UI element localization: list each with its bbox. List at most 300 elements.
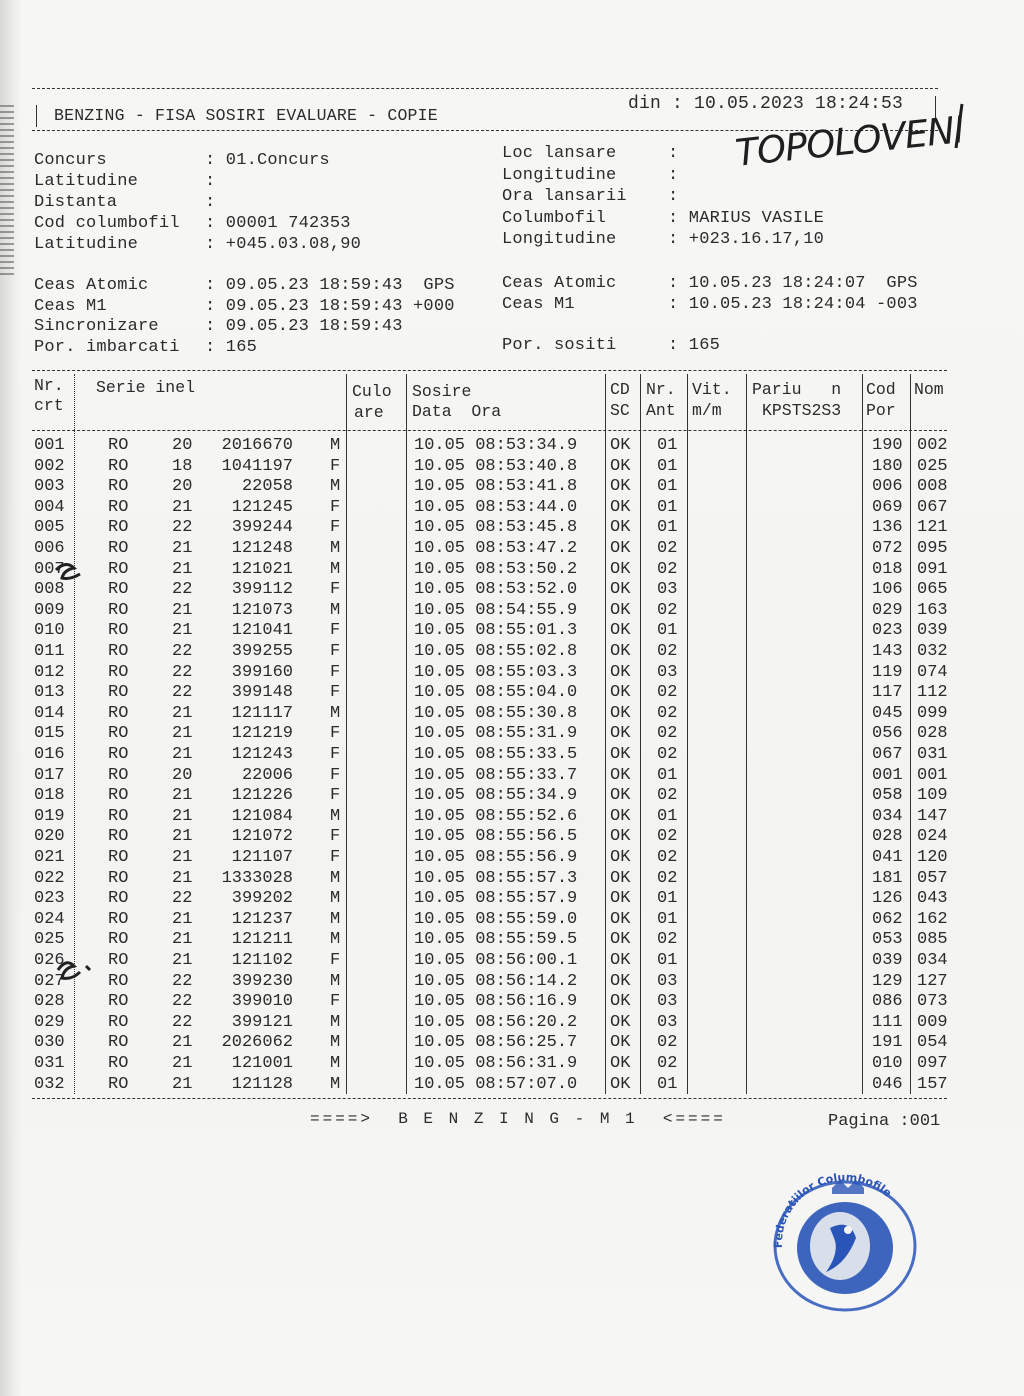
cod-por: 058 — [872, 786, 903, 806]
ring-year: 22 — [172, 580, 193, 600]
status-cd: OK — [610, 539, 631, 558]
status-cd: OK — [610, 806, 631, 826]
table-row — [0, 663, 1024, 684]
row-nr: 025 — [34, 930, 65, 950]
arrival-datetime: 10.05 08:53:44.0 — [414, 497, 578, 517]
ring-country: RO — [108, 992, 129, 1012]
table-row — [0, 889, 1024, 910]
status-cd: OK — [610, 724, 631, 744]
arrival-datetime: 10.05 08:55:57.3 — [414, 868, 578, 888]
table-row — [0, 621, 1024, 642]
ring-country: RO — [108, 662, 129, 682]
ring-number: 121117 — [231, 703, 293, 723]
ring-year: 20 — [172, 765, 193, 785]
ring-number: 22006 — [241, 765, 293, 785]
antenna-nr: 02 — [657, 683, 678, 703]
nom: 001 — [917, 765, 948, 785]
cod-por: 181 — [872, 868, 903, 888]
antenna-nr: 01 — [657, 436, 678, 455]
row-nr: 012 — [34, 662, 65, 682]
ring-year: 21 — [172, 1074, 193, 1094]
ring-year: 20 — [172, 477, 193, 497]
cod-por: 045 — [872, 703, 903, 723]
info-value: : — [668, 144, 679, 163]
ring-number: 121211 — [231, 930, 293, 950]
ring-country: RO — [108, 930, 129, 950]
table-row — [0, 1075, 1024, 1096]
nom: 121 — [917, 518, 948, 538]
pen-scribble-icon — [52, 560, 86, 588]
sex: M — [330, 703, 341, 723]
ring-country: RO — [108, 600, 129, 620]
antenna-nr: 03 — [657, 971, 678, 991]
table-row — [0, 992, 1024, 1013]
row-nr: 008 — [34, 580, 65, 600]
info-label: Ora lansarii — [502, 187, 627, 206]
sex: F — [330, 621, 341, 641]
row-nr: 020 — [34, 827, 65, 847]
ring-number: 121237 — [231, 909, 293, 929]
cod-por: 041 — [872, 848, 903, 867]
antenna-nr: 02 — [657, 1033, 678, 1053]
ring-country: RO — [108, 621, 129, 641]
status-cd: OK — [610, 436, 631, 455]
arrival-datetime: 10.05 08:53:40.8 — [414, 456, 578, 476]
table-row — [0, 704, 1024, 725]
cod-por: 053 — [872, 930, 903, 950]
row-nr: 010 — [34, 621, 65, 641]
row-nr: 018 — [34, 786, 65, 806]
antenna-nr: 01 — [657, 1074, 678, 1094]
ring-year: 21 — [172, 868, 193, 888]
ring-year: 22 — [172, 992, 193, 1012]
cod-por: 023 — [872, 621, 903, 641]
ring-number: 121072 — [231, 827, 293, 847]
cod-por: 136 — [872, 518, 903, 538]
cod-por: 006 — [872, 477, 903, 497]
sex: M — [330, 930, 341, 950]
status-cd: OK — [610, 456, 631, 476]
ring-year: 22 — [172, 1012, 193, 1032]
row-nr: 024 — [34, 909, 65, 929]
table-top-border — [32, 370, 947, 371]
sex: M — [330, 868, 341, 888]
cod-por: 029 — [872, 600, 903, 620]
ring-number: 121226 — [231, 786, 293, 806]
info-value: : 10.05.23 18:24:04 -003 — [668, 294, 918, 314]
ring-number: 121041 — [231, 621, 293, 641]
ring-number: 121248 — [231, 539, 293, 558]
ring-country: RO — [108, 1012, 129, 1032]
header-data-ora: Data Ora — [412, 402, 502, 421]
ring-year: 21 — [172, 1033, 193, 1053]
antenna-nr: 01 — [657, 497, 678, 517]
ring-country: RO — [108, 765, 129, 785]
antenna-nr: 02 — [657, 703, 678, 723]
table-row — [0, 930, 1024, 951]
row-nr: 026 — [34, 951, 65, 970]
ring-year: 21 — [172, 703, 193, 723]
ring-number: 399148 — [231, 683, 293, 703]
ring-country: RO — [108, 786, 129, 806]
nom: 095 — [917, 539, 948, 558]
ring-country: RO — [108, 518, 129, 538]
row-nr: 032 — [34, 1074, 65, 1094]
status-cd: OK — [610, 1012, 631, 1032]
arrival-datetime: 10.05 08:53:47.2 — [414, 539, 578, 558]
footer-banner: ====> B E N Z I N G - M 1 <==== — [310, 1110, 726, 1128]
status-cd: OK — [610, 909, 631, 929]
arrival-datetime: 10.05 08:55:34.9 — [414, 786, 578, 806]
cod-por: 072 — [872, 539, 903, 558]
nom: 024 — [917, 827, 948, 847]
nom: 067 — [917, 497, 948, 517]
arrival-datetime: 10.05 08:55:30.8 — [414, 703, 578, 723]
row-nr: 015 — [34, 724, 65, 744]
status-cd: OK — [610, 868, 631, 888]
antenna-nr: 02 — [657, 848, 678, 867]
nom: 043 — [917, 889, 948, 909]
info-value: : +045.03.08,90 — [205, 235, 362, 254]
federation-stamp-icon — [760, 1168, 930, 1318]
ring-year: 21 — [172, 745, 193, 764]
header-kpsts: KPSTS2S3 — [762, 401, 842, 420]
status-cd: OK — [610, 1054, 631, 1073]
row-nr: 029 — [34, 1012, 65, 1032]
status-cd: OK — [610, 1074, 631, 1094]
row-nr: 003 — [34, 477, 65, 497]
table-row — [0, 724, 1024, 745]
ring-year: 21 — [172, 827, 193, 847]
sex: M — [330, 909, 341, 929]
arrival-datetime: 10.05 08:53:34.9 — [414, 436, 578, 455]
arrival-datetime: 10.05 08:55:33.7 — [414, 765, 578, 785]
table-row — [0, 457, 1024, 478]
antenna-nr: 01 — [657, 518, 678, 538]
arrival-datetime: 10.05 08:56:14.2 — [414, 971, 578, 991]
perforation-marks — [0, 105, 14, 275]
nom: 025 — [917, 456, 948, 476]
nom: 091 — [917, 559, 948, 579]
status-cd: OK — [610, 642, 631, 661]
sex: F — [330, 951, 341, 970]
header-culoare: Culo — [352, 382, 392, 401]
antenna-nr: 02 — [657, 600, 678, 620]
sex: M — [330, 889, 341, 909]
info-value: : 00001 742353 — [205, 214, 351, 233]
arrival-datetime: 10.05 08:55:01.3 — [414, 621, 578, 641]
cod-por: 046 — [872, 1074, 903, 1094]
status-cd: OK — [610, 765, 631, 785]
arrival-datetime: 10.05 08:55:52.6 — [414, 806, 578, 826]
info-label: Ceas Atomic — [34, 276, 149, 295]
ring-year: 21 — [172, 930, 193, 950]
ring-country: RO — [108, 848, 129, 867]
info-value: : MARIUS VASILE — [668, 208, 825, 228]
ring-country: RO — [108, 477, 129, 497]
info-label: Concurs — [34, 151, 107, 170]
ring-number: 399010 — [231, 992, 293, 1012]
antenna-nr: 02 — [657, 745, 678, 764]
ring-number: 121128 — [231, 1074, 293, 1094]
ring-number: 399255 — [231, 642, 293, 661]
sex: M — [330, 1012, 341, 1032]
ring-country: RO — [108, 456, 129, 476]
ring-year: 21 — [172, 539, 193, 558]
arrival-datetime: 10.05 08:55:57.9 — [414, 889, 578, 909]
cod-por: 067 — [872, 745, 903, 764]
antenna-nr: 01 — [657, 477, 678, 497]
antenna-nr: 02 — [657, 827, 678, 847]
arrival-datetime: 10.05 08:56:31.9 — [414, 1054, 578, 1073]
arrival-datetime: 10.05 08:57:07.0 — [414, 1074, 578, 1094]
row-nr: 004 — [34, 497, 65, 517]
status-cd: OK — [610, 745, 631, 764]
cod-por: 117 — [872, 683, 903, 703]
sex: M — [330, 1074, 341, 1094]
sex: M — [330, 539, 341, 558]
ring-year: 21 — [172, 1054, 193, 1073]
info-value: : — [205, 193, 216, 212]
ring-country: RO — [108, 1054, 129, 1073]
ring-year: 21 — [172, 559, 193, 579]
cod-por: 143 — [872, 642, 903, 661]
ring-year: 21 — [172, 724, 193, 744]
sex: F — [330, 827, 341, 847]
ring-year: 22 — [172, 889, 193, 909]
header-por: Por — [866, 401, 896, 420]
ring-number: 121021 — [231, 559, 293, 579]
nom: 112 — [917, 683, 948, 703]
header-pariu: Pariu n — [752, 380, 842, 399]
status-cd: OK — [610, 683, 631, 703]
table-row — [0, 786, 1024, 807]
sex: F — [330, 683, 341, 703]
handwritten-stroke-icon — [948, 102, 970, 152]
status-cd: OK — [610, 889, 631, 909]
ring-year: 21 — [172, 951, 193, 970]
ring-year: 22 — [172, 662, 193, 682]
antenna-nr: 01 — [657, 621, 678, 641]
sex: F — [330, 642, 341, 661]
ring-number: 2016670 — [221, 436, 293, 455]
status-cd: OK — [610, 580, 631, 600]
antenna-nr: 01 — [657, 889, 678, 909]
arrival-datetime: 10.05 08:53:45.8 — [414, 518, 578, 538]
antenna-nr: 01 — [657, 909, 678, 929]
sex: M — [330, 971, 341, 991]
table-row — [0, 827, 1024, 848]
nom: 009 — [917, 1012, 948, 1032]
ring-year: 22 — [172, 971, 193, 991]
ring-country: RO — [108, 539, 129, 558]
header-sc: SC — [610, 401, 630, 420]
antenna-nr: 02 — [657, 786, 678, 806]
status-cd: OK — [610, 477, 631, 497]
status-cd: OK — [610, 703, 631, 723]
ring-number: 121084 — [231, 806, 293, 826]
header-mm: m/m — [692, 401, 722, 420]
ring-year: 21 — [172, 909, 193, 929]
nom: 057 — [917, 868, 948, 888]
arrival-datetime: 10.05 08:55:59.0 — [414, 909, 578, 929]
table-row — [0, 1013, 1024, 1034]
row-nr: 021 — [34, 848, 65, 867]
sex: F — [330, 745, 341, 764]
antenna-nr: 03 — [657, 992, 678, 1012]
ring-country: RO — [108, 724, 129, 744]
header-cod: Cod — [866, 380, 896, 399]
nom: 127 — [917, 971, 948, 991]
table-row — [0, 683, 1024, 704]
ring-number: 399244 — [231, 518, 293, 538]
status-cd: OK — [610, 662, 631, 682]
header-culoare-2: are — [354, 403, 384, 422]
ring-number: 399121 — [231, 1012, 293, 1032]
antenna-nr: 01 — [657, 456, 678, 476]
header-top-border — [32, 88, 938, 89]
info-label: Sincronizare — [34, 317, 159, 336]
ring-year: 21 — [172, 786, 193, 806]
ring-country: RO — [108, 559, 129, 579]
row-nr: 001 — [34, 436, 65, 455]
ring-country: RO — [108, 951, 129, 970]
header-crt: crt — [34, 396, 64, 415]
ring-number: 1333028 — [221, 868, 293, 888]
nom: 099 — [917, 703, 948, 723]
ring-number: 121245 — [231, 497, 293, 517]
arrival-datetime: 10.05 08:56:16.9 — [414, 992, 578, 1012]
cod-por: 119 — [872, 662, 903, 682]
antenna-nr: 02 — [657, 539, 678, 558]
info-value: : 09.05.23 18:59:43 GPS — [205, 276, 455, 295]
sex: F — [330, 765, 341, 785]
row-nr: 019 — [34, 806, 65, 826]
antenna-nr: 01 — [657, 951, 678, 970]
antenna-nr: 03 — [657, 1012, 678, 1032]
sex: F — [330, 580, 341, 600]
table-row — [0, 477, 1024, 498]
row-nr: 009 — [34, 600, 65, 620]
cod-por: 056 — [872, 724, 903, 744]
cod-por: 180 — [872, 456, 903, 476]
nom: 163 — [917, 600, 948, 620]
ring-number: 121243 — [231, 745, 293, 764]
ring-year: 21 — [172, 497, 193, 517]
cod-por: 106 — [872, 580, 903, 600]
ring-country: RO — [108, 683, 129, 703]
table-row — [0, 436, 1024, 457]
sex: F — [330, 497, 341, 517]
ring-number: 399202 — [231, 889, 293, 909]
cod-por: 034 — [872, 806, 903, 826]
status-cd: OK — [610, 971, 631, 991]
row-nr: 014 — [34, 703, 65, 723]
status-cd: OK — [610, 518, 631, 538]
cod-por: 126 — [872, 889, 903, 909]
arrival-datetime: 10.05 08:56:00.1 — [414, 951, 578, 970]
arrival-datetime: 10.05 08:55:56.9 — [414, 848, 578, 867]
sex: F — [330, 992, 341, 1012]
info-label: Por. sositi — [502, 335, 617, 355]
info-label: Columbofil — [502, 208, 607, 228]
ring-country: RO — [108, 745, 129, 764]
table-row — [0, 745, 1024, 766]
arrival-datetime: 10.05 08:53:52.0 — [414, 580, 578, 600]
antenna-nr: 01 — [657, 765, 678, 785]
pen-scribble-icon — [52, 958, 96, 986]
nom: 074 — [917, 662, 948, 682]
nom: 157 — [917, 1074, 948, 1094]
cod-por: 086 — [872, 992, 903, 1012]
table-row — [0, 807, 1024, 828]
table-row — [0, 951, 1024, 972]
cod-por: 062 — [872, 909, 903, 929]
table-header-border — [32, 430, 947, 431]
arrival-datetime: 10.05 08:55:02.8 — [414, 642, 578, 661]
antenna-nr: 03 — [657, 662, 678, 682]
status-cd: OK — [610, 497, 631, 517]
nom: 065 — [917, 580, 948, 600]
status-cd: OK — [610, 600, 631, 620]
table-row — [0, 848, 1024, 869]
ring-year: 21 — [172, 806, 193, 826]
arrival-datetime: 10.05 08:55:03.3 — [414, 662, 578, 682]
table-row — [0, 560, 1024, 581]
arrival-datetime: 10.05 08:55:56.5 — [414, 827, 578, 847]
sex: M — [330, 436, 341, 455]
info-label: Loc lansare — [502, 144, 617, 163]
antenna-nr: 02 — [657, 930, 678, 950]
row-nr: 023 — [34, 889, 65, 909]
status-cd: OK — [610, 930, 631, 950]
info-label: Distanta — [34, 193, 118, 212]
ring-year: 18 — [172, 456, 193, 476]
arrival-datetime: 10.05 08:53:41.8 — [414, 477, 578, 497]
ring-year: 21 — [172, 848, 193, 867]
ring-country: RO — [108, 909, 129, 929]
cod-por: 039 — [872, 951, 903, 970]
status-cd: OK — [610, 951, 631, 970]
ring-country: RO — [108, 1074, 129, 1094]
header-left-bar — [36, 105, 37, 127]
table-row — [0, 910, 1024, 931]
ring-number: 399230 — [231, 971, 293, 991]
ring-country: RO — [108, 580, 129, 600]
sex: M — [330, 1033, 341, 1053]
antenna-nr: 02 — [657, 1054, 678, 1073]
table-bottom-border — [32, 1098, 947, 1099]
header-ant: Ant — [646, 401, 676, 420]
status-cd: OK — [610, 992, 631, 1012]
cod-por: 018 — [872, 559, 903, 579]
arrival-datetime: 10.05 08:54:55.9 — [414, 600, 578, 620]
ring-year: 22 — [172, 642, 193, 661]
handwritten-location: TOPOLOVENI — [733, 108, 966, 175]
cod-por: 190 — [872, 436, 903, 455]
ring-number: 121219 — [231, 724, 293, 744]
row-nr: 017 — [34, 765, 65, 785]
nom: 147 — [917, 806, 948, 826]
row-nr: 007 — [34, 559, 65, 579]
cod-por: 129 — [872, 971, 903, 991]
ring-country: RO — [108, 827, 129, 847]
report-title: BENZING - FISA SOSIRI EVALUARE - COPIE — [54, 106, 438, 125]
header-nr: Nr. — [34, 376, 64, 395]
nom: 085 — [917, 930, 948, 950]
info-value: : — [205, 172, 216, 191]
header-serie-inel: Serie inel — [96, 378, 196, 397]
